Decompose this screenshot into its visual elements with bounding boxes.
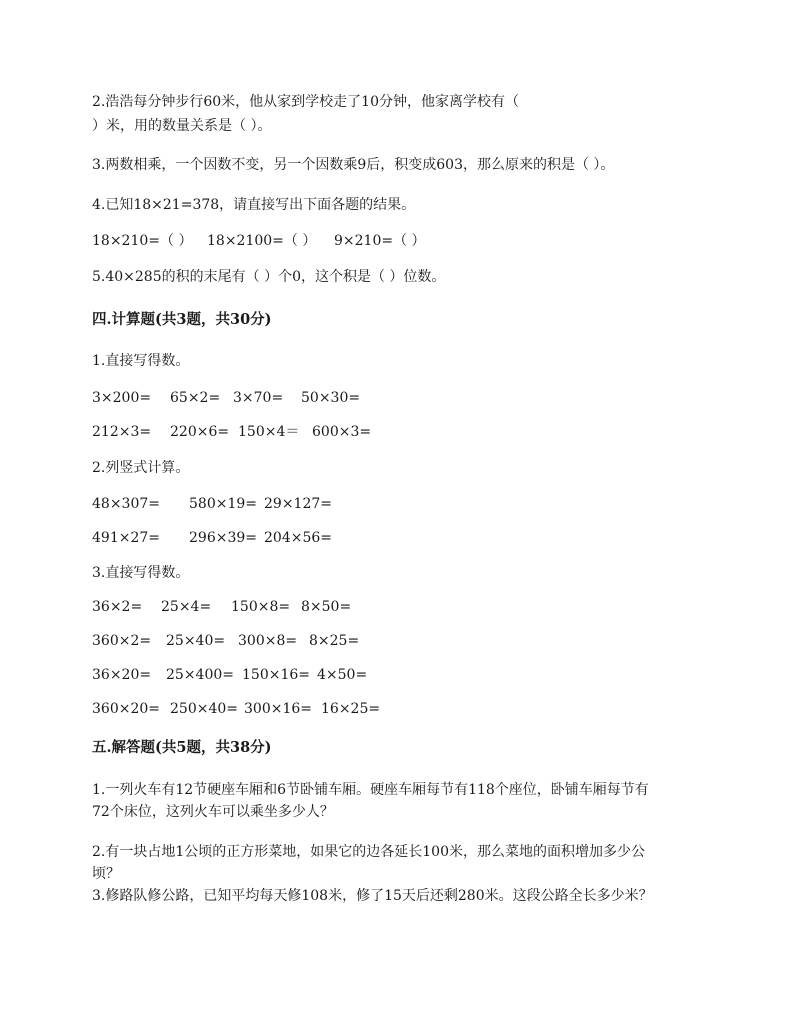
- expression: 50×30=: [301, 390, 361, 406]
- expression: 29×127=: [264, 496, 332, 512]
- expression: 36×2=: [92, 599, 143, 615]
- expression: 150×4＝: [238, 424, 300, 440]
- question-3-2-line-1: 2.浩浩每分钟步行60米，他从家到学校走了10分钟，他家离学校有（: [92, 94, 519, 110]
- expression: 36×20=: [92, 667, 152, 683]
- expression: 580×19=: [189, 496, 257, 512]
- section-5-heading: 五.解答题(共5题，共38分): [92, 739, 272, 756]
- question-5-1-line-1: 1.一列火车有12节硬座车厢和6节卧铺车厢。硬座车厢每节有118个座位，卧铺车厢每节有: [92, 782, 649, 798]
- expression: 65×2=: [170, 390, 221, 406]
- expression: 220×6=: [170, 424, 230, 440]
- problem-4-2-title: 2.列竖式计算。: [92, 460, 190, 476]
- question-5-2-line-1: 2.有一块占地1公顷的正方形菜地，如果它的边各延长100米，那么菜地的面积增加多少公: [92, 844, 645, 860]
- expression: 296×39=: [189, 530, 257, 546]
- expression: 8×25=: [309, 633, 360, 649]
- expression: 360×20=: [92, 701, 160, 717]
- expression: 300×16=: [244, 701, 312, 717]
- question-5-3: 3.修路队修公路，已知平均每天修108米，修了15天后还剩280米。这段公路全长多少米？: [92, 888, 653, 904]
- question-3-3: 3.两数相乘，一个因数不变，另一个因数乘9后，积变成603，那么原来的积是（ ）。: [92, 157, 615, 173]
- question-5-2-line-2: 顷？: [92, 866, 120, 882]
- question-3-2-line-2: ）米，用的数量关系是（ ）。: [92, 118, 272, 134]
- q4-item: 18×2100=（ ）: [207, 233, 317, 249]
- section-4-heading: 四.计算题(共3题，共30分): [92, 311, 272, 328]
- expression: 3×200=: [92, 390, 152, 406]
- q4-item: 9×210=（ ）: [334, 233, 426, 249]
- problem-4-3-title: 3.直接写得数。: [92, 565, 190, 581]
- expression: 360×2=: [92, 633, 152, 649]
- question-3-5: 5.40×285的积的末尾有（ ）个0，这个积是（ ）位数。: [92, 269, 446, 285]
- expression: 600×3=: [312, 424, 372, 440]
- expression: 4×50=: [317, 667, 368, 683]
- question-3-4: 4.已知18×21=378，请直接写出下面各题的结果。: [92, 197, 416, 213]
- expression: 48×307=: [92, 496, 160, 512]
- expression: 16×25=: [321, 701, 381, 717]
- problem-4-1-title: 1.直接写得数。: [92, 353, 190, 369]
- expression: 150×16=: [242, 667, 310, 683]
- expression: 25×4=: [161, 599, 212, 615]
- expression: 250×40=: [170, 701, 238, 717]
- expression: 212×3=: [92, 424, 152, 440]
- expression: 300×8=: [238, 633, 298, 649]
- q4-item: 18×210=（ ）: [92, 233, 193, 249]
- expression: 25×400=: [166, 667, 234, 683]
- expression: 150×8=: [231, 599, 291, 615]
- expression: 491×27=: [92, 530, 160, 546]
- expression: 8×50=: [301, 599, 352, 615]
- expression: 25×40=: [166, 633, 226, 649]
- expression: 3×70=: [233, 390, 284, 406]
- question-5-1-line-2: 72个床位，这列火车可以乘坐多少人？: [92, 804, 334, 820]
- expression: 204×56=: [264, 530, 332, 546]
